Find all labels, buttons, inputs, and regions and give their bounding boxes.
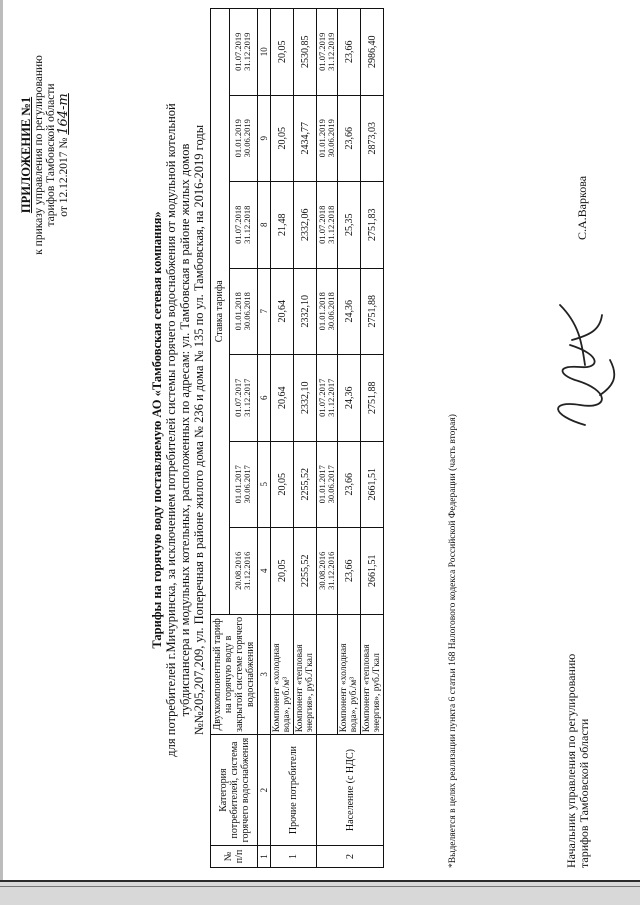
tariff-value: 20,05 [271, 441, 294, 528]
column-number: 3 [258, 614, 271, 735]
header-rate: Ставка тарифа [211, 9, 230, 615]
population-period [317, 95, 338, 182]
period-end: 31.12.2017 [326, 378, 336, 417]
period-header [229, 528, 257, 615]
row-number: 1 [271, 845, 317, 867]
period-start: 01.01.2019 [233, 119, 244, 158]
population-period [317, 355, 338, 442]
population-period [317, 528, 338, 615]
period-start: 01.07.2017 [317, 378, 327, 417]
tariff-table [210, 8, 384, 868]
period-start: 01.01.2019 [317, 119, 327, 158]
period-start: 01.07.2018 [233, 205, 244, 244]
appendix-date-line [55, 20, 71, 290]
period-start: 30.08.2016 [317, 551, 327, 590]
column-number: 2 [258, 735, 271, 846]
period-end: 31.12.2019 [326, 32, 336, 71]
period-end: 31.12.2016 [326, 551, 336, 590]
signatory-name: С.А.Варкова [575, 175, 589, 240]
header-row [211, 9, 230, 868]
tariff-value: 2332,10 [294, 268, 317, 355]
handwritten-order-number: 164-т [55, 93, 71, 135]
title-line-2: для потребителей г.Мичуринска, за исключением потребителей системы горячего водоснабжения от модульной котельной [164, 103, 178, 757]
period-end: 30.06.2017 [326, 465, 336, 504]
column-number: 1 [258, 845, 271, 867]
population-period [317, 441, 338, 528]
period-end: 30.06.2017 [242, 465, 253, 504]
title-line-4: №№205,207,209, ул. Поперечная в районе жилого дома № 236 и дома № 135 по ул. Тамбовская, на 2016-2019 годы [192, 124, 206, 736]
period-start: 01.07.2019 [233, 32, 244, 71]
tariff-value: 24,36 [338, 355, 361, 442]
header-category: Категория потребителей, система горячего водоснабжения [211, 735, 258, 846]
title-line-1: Тарифы на горячую воду поставляемую АО «Тамбовская сетевая компания» [150, 211, 164, 649]
tariff-value: 2751,88 [361, 268, 384, 355]
column-number: 7 [258, 268, 271, 355]
period-end: 31.12.2018 [242, 205, 253, 244]
column-number: 10 [258, 9, 271, 96]
period-end: 31.12.2018 [326, 205, 336, 244]
period-end: 30.06.2019 [242, 119, 253, 158]
period-header [229, 182, 257, 269]
period-start: 01.07.2019 [317, 32, 327, 71]
population-period [317, 268, 338, 355]
period-end: 30.06.2019 [326, 119, 336, 158]
signatory-position [565, 654, 591, 868]
period-start: 01.01.2018 [317, 292, 327, 331]
period-start: 01.07.2018 [317, 205, 327, 244]
tariff-value: 2255,52 [294, 528, 317, 615]
tariff-value: 2986,40 [361, 9, 384, 96]
appendix-line-2: тарифов Тамбовской области [45, 83, 57, 227]
tariff-value: 20,05 [271, 9, 294, 96]
header-component: Двухкомпонентный тариф на горячую воду в закрытой системе горячего водоснабжения [211, 614, 258, 735]
population-period-row [317, 9, 338, 868]
column-number: 8 [258, 182, 271, 269]
tariff-value: 20,64 [271, 355, 294, 442]
period-end: 31.12.2019 [242, 32, 253, 71]
footnote: *Выделяется в целях реализации пункта 6 статьи 168 Налогового кодекса Российской Федерации (часть вторая) [448, 414, 458, 868]
handwritten-signature [540, 295, 620, 435]
population-period [317, 9, 338, 96]
empty-cell [317, 614, 338, 735]
consumer-category: Прочие потребители [271, 735, 317, 846]
tariff-value: 2661,51 [361, 441, 384, 528]
tariff-value: 24,36 [338, 268, 361, 355]
tariff-component: Компонент «холодная вода», руб./м³ [338, 614, 361, 735]
period-header [229, 9, 257, 96]
period-end: 30.06.2018 [326, 292, 336, 331]
tariff-value: 2751,83 [361, 182, 384, 269]
table-body [271, 9, 384, 868]
population-period [317, 182, 338, 269]
tariff-component: Компонент «холодная вода», руб./м³ [271, 614, 294, 735]
period-end: 31.12.2016 [242, 551, 253, 590]
tariff-value: 25,35 [338, 182, 361, 269]
tariff-value: 2434,77 [294, 95, 317, 182]
period-header [229, 441, 257, 528]
column-number: 6 [258, 355, 271, 442]
tariff-value: 2751,88 [361, 355, 384, 442]
period-start: 01.01.2017 [317, 465, 327, 504]
period-start: 01.01.2017 [233, 465, 244, 504]
tariff-value: 2873,03 [361, 95, 384, 182]
scan-edge-line [0, 880, 640, 882]
document-title [150, 0, 206, 860]
period-header [229, 95, 257, 182]
appendix-line-1: к приказу управления по регулированию [32, 55, 45, 255]
tariff-component: Компонент «тепловая энергия», руб./Гкал [361, 614, 384, 735]
tariff-value: 20,05 [271, 95, 294, 182]
appendix-title: ПРИЛОЖЕНИЕ №1 [19, 96, 33, 214]
scan-bottom-edge [0, 880, 640, 905]
tariff-value: 23,66 [338, 528, 361, 615]
column-number: 9 [258, 95, 271, 182]
period-header [229, 355, 257, 442]
row-number: 2 [317, 845, 384, 867]
tariff-value: 20,64 [271, 268, 294, 355]
period-end: 31.12.2017 [242, 378, 253, 417]
tariff-component: Компонент «тепловая энергия», руб./Гкал [294, 614, 317, 735]
tariff-value: 2661,51 [361, 528, 384, 615]
appendix-header [20, 20, 70, 290]
tariff-value: 20,05 [271, 528, 294, 615]
column-number: 5 [258, 441, 271, 528]
tariff-value: 21,48 [271, 182, 294, 269]
table-row [271, 9, 294, 868]
position-line-1: Начальник управления по регулированию [564, 653, 578, 868]
period-end: 30.06.2018 [242, 292, 253, 331]
tariff-value: 23,66 [338, 9, 361, 96]
period-start: 20.08.2016 [233, 551, 244, 590]
appendix-date: от 12.12.2017 № [57, 137, 70, 217]
tariff-value: 2530,85 [294, 9, 317, 96]
tariff-value: 2332,10 [294, 355, 317, 442]
tariff-value: 2332,06 [294, 182, 317, 269]
column-number-row [258, 9, 271, 868]
period-header [229, 268, 257, 355]
period-start: 01.01.2018 [233, 292, 244, 331]
tariff-value: 2255,52 [294, 441, 317, 528]
tariff-value: 23,66 [338, 441, 361, 528]
scan-edge-line-2 [0, 886, 640, 887]
header-num: № п/п [211, 845, 258, 867]
tariff-value: 23,66 [338, 95, 361, 182]
title-line-3: тубдиспансера и модульных котельных, расположенных по адресам: ул. Тамбовская в районе жилых домов [178, 143, 192, 717]
consumer-category: Население (с НДС) [317, 735, 384, 846]
period-start: 01.07.2017 [233, 378, 244, 417]
position-line-2: тарифов Тамбовской области [577, 718, 591, 868]
column-number: 4 [258, 528, 271, 615]
